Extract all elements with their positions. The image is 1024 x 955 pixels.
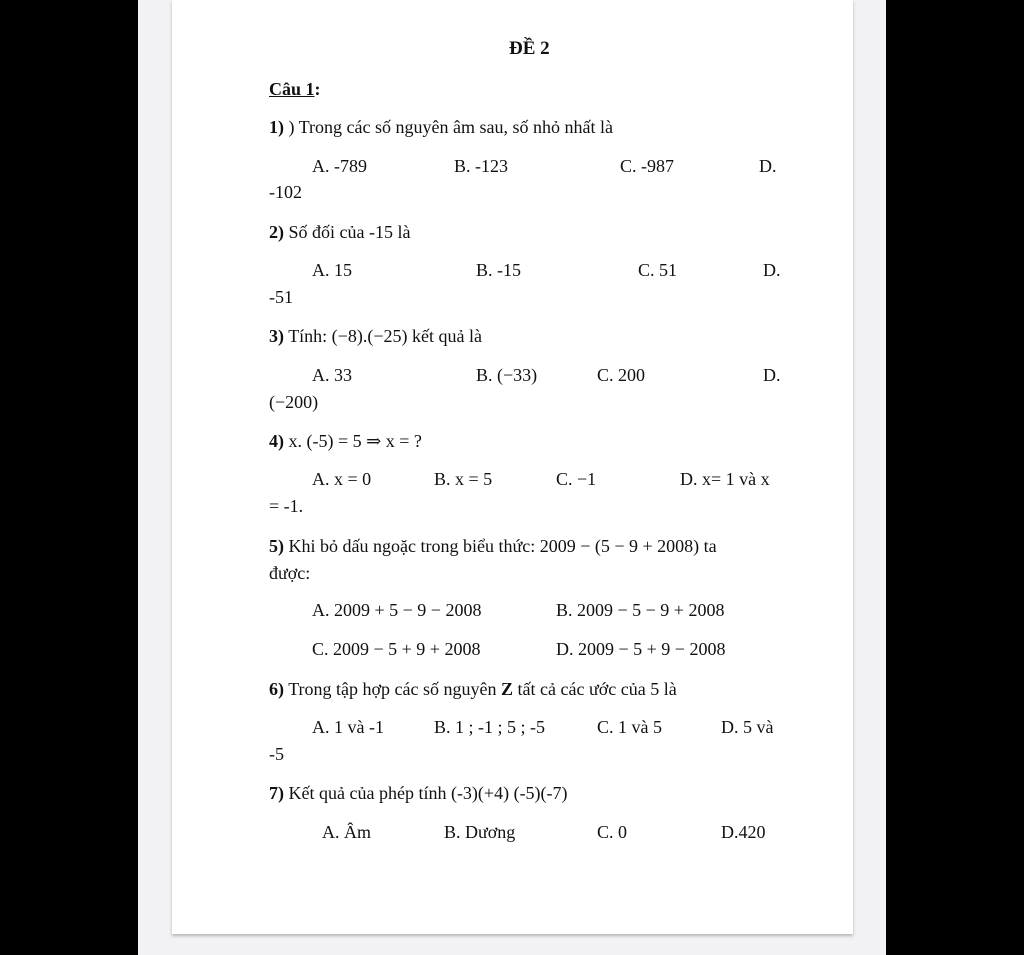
question-number: 5) bbox=[269, 536, 284, 556]
document-viewer[interactable] bbox=[138, 0, 886, 955]
question-5 bbox=[269, 535, 717, 557]
question-3 bbox=[269, 325, 482, 347]
q4-option-c: C. −1 bbox=[556, 469, 597, 489]
q6-option-c: C. 1 và 5 bbox=[597, 717, 662, 737]
q5-option-a: A. 2009 + 5 − 9 − 2008 bbox=[312, 600, 482, 620]
q6-option-d-wrap: -5 bbox=[269, 744, 284, 764]
q7-option-c: C. 0 bbox=[597, 822, 628, 842]
q1-option-d: D. bbox=[759, 156, 777, 176]
q2-option-a: A. 15 bbox=[312, 260, 352, 280]
question-number: 1) bbox=[269, 117, 284, 137]
q6-option-b: B. 1 ; -1 ; 5 ; -5 bbox=[434, 717, 545, 737]
q4-option-a: A. x = 0 bbox=[312, 469, 372, 489]
section-colon: : bbox=[314, 79, 321, 99]
q1-option-b: B. -123 bbox=[454, 156, 508, 176]
question-2 bbox=[269, 221, 410, 243]
q3-option-a: A. 33 bbox=[312, 365, 352, 385]
question-7 bbox=[269, 782, 568, 804]
q6-option-a: A. 1 và -1 bbox=[312, 717, 384, 737]
question-text: Kết quả của phép tính (-3)(+4) (-5)(-7) bbox=[288, 783, 568, 803]
question-text: Tính: (−8).(−25) kết quả là bbox=[288, 326, 482, 346]
q5-option-d: D. 2009 − 5 + 9 − 2008 bbox=[556, 639, 726, 659]
q3-option-d: D. bbox=[763, 365, 781, 385]
q1-option-a: A. -789 bbox=[312, 156, 367, 176]
q5-text-wrap: được: bbox=[269, 563, 311, 583]
question-6 bbox=[269, 678, 677, 700]
q3-option-b: B. (−33) bbox=[476, 365, 538, 385]
set-z-symbol: Z bbox=[501, 679, 514, 699]
section-label: Câu 1 bbox=[269, 79, 315, 99]
question-text-after: tất cả các ước của 5 là bbox=[513, 679, 677, 699]
question-number: 3) bbox=[269, 326, 284, 346]
q7-option-b: B. Dương bbox=[444, 822, 516, 842]
section-heading bbox=[269, 78, 321, 100]
question-text: ) Trong các số nguyên âm sau, số nhỏ nhất là bbox=[288, 117, 613, 137]
q1-option-c: C. -987 bbox=[620, 156, 674, 176]
question-number: 7) bbox=[269, 783, 284, 803]
question-text: Số đối của -15 là bbox=[288, 222, 411, 242]
q4-option-b: B. x = 5 bbox=[434, 469, 493, 489]
q4-option-d: D. x= 1 và x bbox=[680, 469, 770, 489]
question-4 bbox=[269, 430, 422, 452]
q1-option-d-wrap: -102 bbox=[269, 182, 302, 202]
q3-option-d-wrap: (−200) bbox=[269, 392, 319, 412]
q4-option-d-wrap: = -1. bbox=[269, 496, 304, 516]
q3-option-c: C. 200 bbox=[597, 365, 646, 385]
document-page bbox=[172, 0, 853, 934]
question-number: 4) bbox=[269, 431, 284, 451]
q7-option-a: A. Âm bbox=[322, 822, 371, 842]
q7-option-d: D.420 bbox=[721, 822, 766, 842]
q2-option-d: D. bbox=[763, 260, 781, 280]
question-text: Khi bỏ dấu ngoặc trong biểu thức: 2009 − (5 − 9 + 2008) ta bbox=[288, 536, 717, 556]
q5-option-b: B. 2009 − 5 − 9 + 2008 bbox=[556, 600, 725, 620]
q2-option-c: C. 51 bbox=[638, 260, 678, 280]
q2-option-b: B. -15 bbox=[476, 260, 521, 280]
question-1 bbox=[269, 116, 613, 138]
q6-option-d: D. 5 và bbox=[721, 717, 774, 737]
exam-title: ĐỀ 2 bbox=[509, 38, 550, 59]
question-text-before: Trong tập hợp các số nguyên bbox=[288, 679, 502, 699]
question-number: 6) bbox=[269, 679, 284, 699]
question-number: 2) bbox=[269, 222, 284, 242]
q5-option-c: C. 2009 − 5 + 9 + 2008 bbox=[312, 639, 481, 659]
q2-option-d-wrap: -51 bbox=[269, 287, 293, 307]
question-text: x. (-5) = 5 ⇒ x = ? bbox=[288, 431, 422, 451]
